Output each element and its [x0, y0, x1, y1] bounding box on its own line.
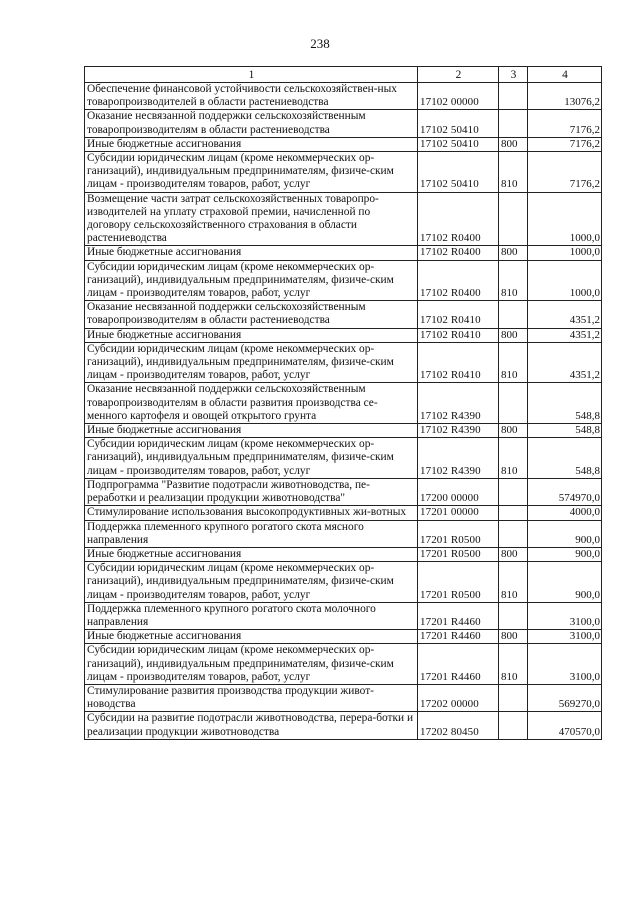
table-row: [85, 192, 602, 246]
cell-sum: 7176,2: [528, 152, 602, 193]
table-row: [85, 342, 602, 383]
cell-sum: 4000,0: [528, 506, 602, 520]
cell-name: Субсидии юридическим лицам (кроме некоммерческих ор-ганизаций), индивидуальным предпринимателям, физиче-ским лицам - производителям товаров, работ, услуг: [85, 644, 418, 685]
table-row: [85, 260, 602, 301]
cell-type: [499, 520, 528, 547]
header-cell-name: 1: [85, 67, 418, 83]
cell-code: 17200 00000: [418, 478, 499, 505]
table-row: [85, 520, 602, 547]
cell-sum: 7176,2: [528, 110, 602, 137]
cell-code: 17102 R0410: [418, 342, 499, 383]
header-cell-type: 3: [499, 67, 528, 83]
cell-name: Поддержка племенного крупного рогатого скота мясного направления: [85, 520, 418, 547]
cell-type: [499, 301, 528, 328]
cell-code: 17102 R0410: [418, 301, 499, 328]
cell-type: [499, 478, 528, 505]
cell-sum: 3100,0: [528, 630, 602, 644]
cell-sum: 548,8: [528, 424, 602, 438]
cell-type: 810: [499, 644, 528, 685]
cell-sum: 4351,2: [528, 301, 602, 328]
cell-name: Субсидии юридическим лицам (кроме некоммерческих ор-ганизаций), индивидуальным предпринимателям, физиче-ским лицам - производителям товаров, работ, услуг: [85, 152, 418, 193]
table-row: [85, 301, 602, 328]
table-row: [85, 137, 602, 151]
budget-table: [84, 66, 602, 740]
cell-code: 17102 50410: [418, 110, 499, 137]
cell-sum: 548,8: [528, 438, 602, 479]
cell-sum: 7176,2: [528, 137, 602, 151]
table-row: [85, 562, 602, 603]
header-row: [85, 67, 602, 83]
cell-name: Субсидии юридическим лицам (кроме некоммерческих ор-ганизаций), индивидуальным предпринимателям, физиче-ским лицам - производителям товаров, работ, услуг: [85, 438, 418, 479]
cell-name: Оказание несвязанной поддержки сельскохозяйственным товаропроизводителям в области растениеводства: [85, 301, 418, 328]
cell-code: 17201 R0500: [418, 547, 499, 561]
cell-name: Субсидии юридическим лицам (кроме некоммерческих ор-ганизаций), индивидуальным предпринимателям, физиче-ским лицам - производителям товаров, работ, услуг: [85, 342, 418, 383]
table-row: [85, 630, 602, 644]
cell-name: Стимулирование развития производства продукции живот-новодства: [85, 684, 418, 711]
table-row: [85, 110, 602, 137]
cell-name: Иные бюджетные ассигнования: [85, 547, 418, 561]
page-number: 238: [310, 36, 330, 51]
cell-sum: 3100,0: [528, 602, 602, 629]
cell-type: [499, 712, 528, 739]
table-row: [85, 644, 602, 685]
cell-type: 800: [499, 137, 528, 151]
cell-code: 17102 R4390: [418, 424, 499, 438]
cell-type: 810: [499, 152, 528, 193]
table-row: [85, 328, 602, 342]
cell-type: 810: [499, 260, 528, 301]
cell-name: Иные бюджетные ассигнования: [85, 137, 418, 151]
cell-type: [499, 83, 528, 110]
cell-code: 17201 00000: [418, 506, 499, 520]
cell-sum: 1000,0: [528, 260, 602, 301]
cell-type: 810: [499, 438, 528, 479]
cell-name: Иные бюджетные ассигнования: [85, 328, 418, 342]
cell-type: [499, 506, 528, 520]
cell-name: Поддержка племенного крупного рогатого скота молочного направления: [85, 602, 418, 629]
cell-sum: 900,0: [528, 547, 602, 561]
cell-type: 800: [499, 424, 528, 438]
cell-code: 17102 R0410: [418, 328, 499, 342]
cell-code: 17201 R4460: [418, 644, 499, 685]
cell-sum: 569270,0: [528, 684, 602, 711]
cell-sum: 548,8: [528, 383, 602, 424]
cell-type: [499, 192, 528, 246]
cell-code: 17201 R0500: [418, 562, 499, 603]
cell-code: 17201 R4460: [418, 602, 499, 629]
cell-type: 800: [499, 547, 528, 561]
cell-code: 17102 00000: [418, 83, 499, 110]
cell-code: 17102 R0400: [418, 246, 499, 260]
table-row: [85, 83, 602, 110]
cell-name: Обеспечение финансовой устойчивости сельскохозяйствен-ных товаропроизводителей в области растениеводства: [85, 83, 418, 110]
table-row: [85, 506, 602, 520]
table-row: [85, 547, 602, 561]
cell-type: [499, 383, 528, 424]
cell-type: 800: [499, 328, 528, 342]
table-row: [85, 478, 602, 505]
cell-name: Иные бюджетные ассигнования: [85, 630, 418, 644]
cell-name: Субсидии на развитие подотрасли животноводства, перера-ботки и реализации продукции животноводства: [85, 712, 418, 739]
cell-name: Иные бюджетные ассигнования: [85, 424, 418, 438]
cell-name: Стимулирование использования высокопродуктивных жи-вотных: [85, 506, 418, 520]
cell-type: [499, 602, 528, 629]
cell-code: 17102 R4390: [418, 438, 499, 479]
cell-name: Возмещение части затрат сельскохозяйственных товаропро-изводителей на уплату страховой премии, начисленной по договору сельскохозяйственного страхования в области растениеводства: [85, 192, 418, 246]
cell-code: 17201 R0500: [418, 520, 499, 547]
cell-name: Подпрограмма "Развитие подотрасли животноводства, пе-реработки и реализации продукции животноводства": [85, 478, 418, 505]
cell-name: Субсидии юридическим лицам (кроме некоммерческих ор-ганизаций), индивидуальным предпринимателям, физиче-ским лицам - производителям товаров, работ, услуг: [85, 562, 418, 603]
table-row: [85, 438, 602, 479]
cell-code: 17202 80450: [418, 712, 499, 739]
cell-code: 17202 00000: [418, 684, 499, 711]
cell-type: [499, 110, 528, 137]
header-cell-code: 2: [418, 67, 499, 83]
table-row: [85, 424, 602, 438]
cell-sum: 4351,2: [528, 342, 602, 383]
cell-type: 810: [499, 562, 528, 603]
cell-sum: 574970,0: [528, 478, 602, 505]
cell-code: 17201 R4460: [418, 630, 499, 644]
cell-code: 17102 R0400: [418, 192, 499, 246]
cell-sum: 3100,0: [528, 644, 602, 685]
cell-sum: 900,0: [528, 562, 602, 603]
table-row: [85, 246, 602, 260]
cell-type: 810: [499, 342, 528, 383]
cell-name: Субсидии юридическим лицам (кроме некоммерческих ор-ганизаций), индивидуальным предпринимателям, физиче-ским лицам - производителям товаров, работ, услуг: [85, 260, 418, 301]
cell-name: Оказание несвязанной поддержки сельскохозяйственным товаропроизводителям в области растениеводства: [85, 110, 418, 137]
cell-type: 800: [499, 630, 528, 644]
table-row: [85, 684, 602, 711]
table-row: [85, 383, 602, 424]
cell-sum: 900,0: [528, 520, 602, 547]
cell-code: 17102 50410: [418, 152, 499, 193]
table-row: [85, 152, 602, 193]
cell-sum: 1000,0: [528, 246, 602, 260]
cell-code: 17102 R4390: [418, 383, 499, 424]
cell-type: 800: [499, 246, 528, 260]
cell-code: 17102 R0400: [418, 260, 499, 301]
cell-type: [499, 684, 528, 711]
cell-code: 17102 50410: [418, 137, 499, 151]
table-row: [85, 602, 602, 629]
header-cell-sum: 4: [528, 67, 602, 83]
table-row: [85, 712, 602, 739]
cell-sum: 13076,2: [528, 83, 602, 110]
table-body: [85, 83, 602, 740]
cell-name: Иные бюджетные ассигнования: [85, 246, 418, 260]
cell-sum: 470570,0: [528, 712, 602, 739]
cell-name: Оказание несвязанной поддержки сельскохозяйственным товаропроизводителям в области развития производства се-менного картофеля и овощей открытого грунта: [85, 383, 418, 424]
cell-sum: 1000,0: [528, 192, 602, 246]
cell-sum: 4351,2: [528, 328, 602, 342]
